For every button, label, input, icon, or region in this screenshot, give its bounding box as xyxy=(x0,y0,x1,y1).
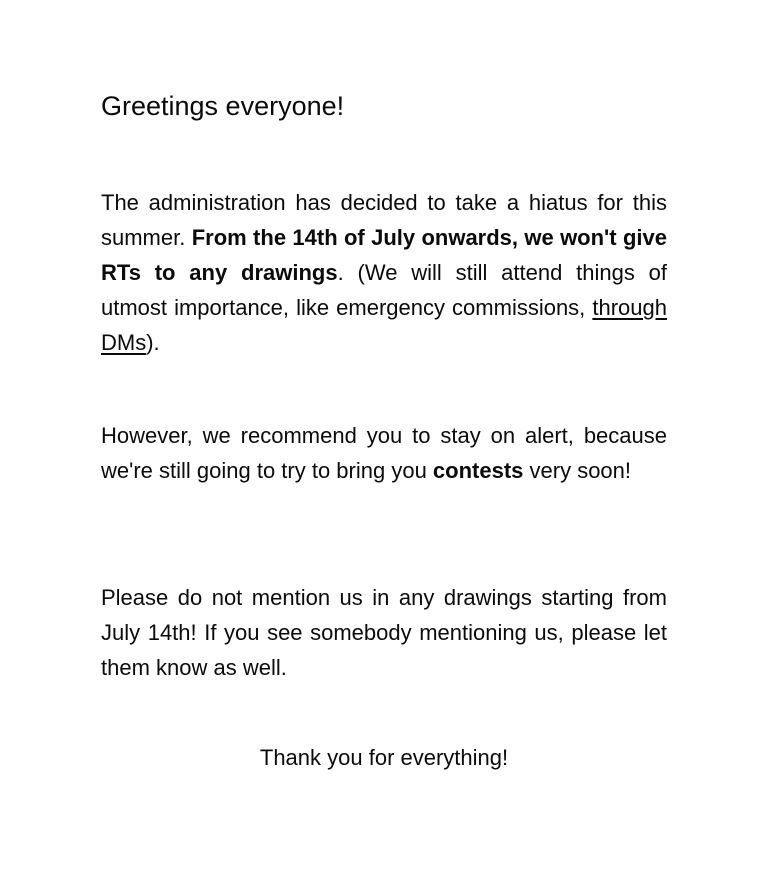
contests-intro-text: However, we recommend you to stay on alert, because we're still going to try to bring you xyxy=(101,423,667,483)
contests-emphasis: contests xyxy=(432,458,524,483)
hiatus-announcement-paragraph xyxy=(101,185,667,360)
hiatus-exception-text: . (We will still attend things of utmost importance, like emergency commissions, xyxy=(101,260,668,320)
mention-request-paragraph: Please do not mention us in any drawings starting from July 14th! If you see somebody mentioning us, please let them know as well. xyxy=(101,585,667,680)
greeting-heading: Greetings everyone! xyxy=(101,91,345,121)
closing-line: Thank you for everything! xyxy=(259,745,509,770)
contests-end-text: very soon! xyxy=(523,458,632,483)
through-dms-link[interactable]: through DMs xyxy=(101,295,667,355)
hiatus-date-emphasis: From the 14th of July onwards, we won't give RTs to any drawings xyxy=(101,225,667,285)
hiatus-end-text: ). xyxy=(146,330,160,355)
contests-paragraph xyxy=(101,418,667,488)
hiatus-intro-text: The administration has decided to take a hiatus for this summer. xyxy=(101,190,667,250)
